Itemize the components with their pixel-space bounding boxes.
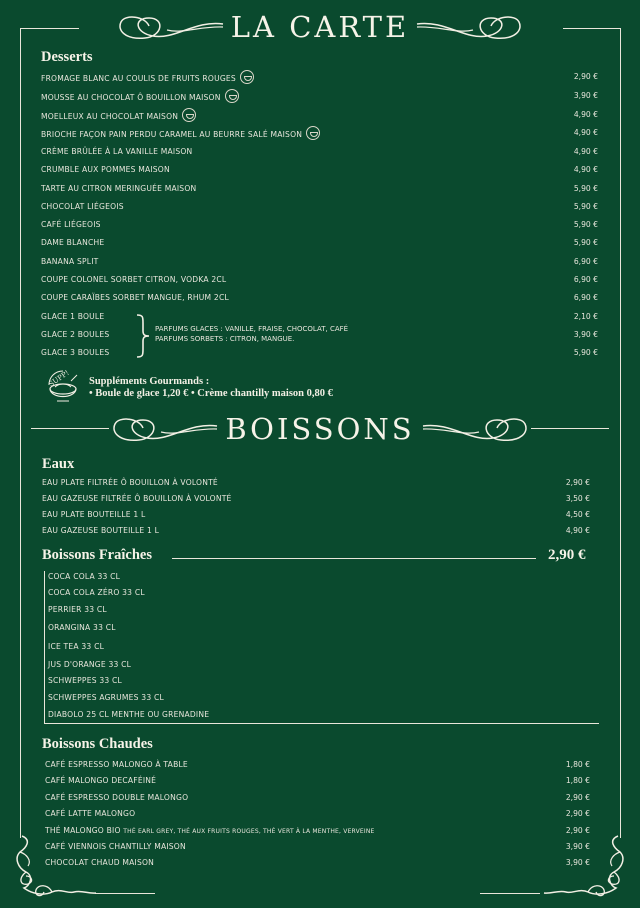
item-price: 4,90 € [573, 110, 598, 119]
dessert-item [41, 128, 320, 142]
chaude-item: CAFÉ LATTE MALONGO [45, 809, 136, 818]
chaude-item: CAFÉ VIENNOIS CHANTILLY MAISON [45, 842, 186, 851]
dessert-item: COUPE CARAÏBES SORBET MANGUE, RHUM 2CL [41, 293, 229, 302]
brace-icon [135, 313, 151, 359]
page-title: LA CARTE [230, 10, 410, 44]
dessert-item: CRÈME BRÛLÉE À LA VANILLE MAISON [41, 147, 193, 156]
flourish-right-icon [421, 414, 531, 444]
dessert-item: BANANA SPLIT [41, 257, 99, 266]
item-price: 6,90 € [573, 275, 598, 284]
item-price: 2,90 € [565, 478, 590, 487]
dessert-item [41, 72, 254, 86]
item-price: 5,90 € [573, 238, 598, 247]
supp-bowl-icon [43, 367, 83, 407]
item-price: 1,80 € [565, 776, 590, 785]
item-price: 5,90 € [573, 202, 598, 211]
fraiches-bracket-left [44, 571, 45, 723]
dessert-item: GLACE 3 BOULES [41, 348, 110, 357]
flourish-right-icon [415, 12, 525, 42]
homemade-badge-icon [306, 126, 320, 140]
boissons-title: BOISSONS [225, 412, 415, 446]
item-price: 2,90 € [573, 72, 598, 81]
fraiche-item: COCA COLA ZÉRO 33 CL [48, 588, 145, 597]
dessert-item: CHOCOLAT LIÉGEOIS [41, 202, 124, 211]
eau-item: EAU GAZEUSE BOUTEILLE 1 L [42, 526, 160, 535]
chaude-item: CAFÉ ESPRESSO MALONGO À TABLE [45, 760, 188, 769]
supplements-line: • Boule de glace 1,20 € • Crème chantilly maison 0,80 € [89, 388, 333, 399]
dessert-item [41, 91, 239, 105]
fraiches-rule [172, 558, 536, 559]
fraiches-heading: Boissons Fraîches [42, 547, 152, 563]
desserts-heading: Desserts [41, 49, 93, 65]
chaudes-heading: Boissons Chaudes [42, 736, 153, 752]
item-name: FROMAGE BLANC AU COULIS DE FRUITS ROUGES [41, 74, 236, 83]
item-price: 3,90 € [565, 858, 590, 867]
dessert-item: CAFÉ LIÉGEOIS [41, 220, 101, 229]
fraiche-item: ORANGINA 33 CL [48, 623, 116, 632]
item-price: 2,90 € [565, 809, 590, 818]
corner-ornament-right-icon [538, 832, 628, 902]
chaude-item: CAFÉ ESPRESSO DOUBLE MALONGO [45, 793, 189, 802]
dessert-item [41, 110, 196, 124]
svg-text:SUPP!: SUPP! [47, 368, 71, 389]
eaux-heading: Eaux [42, 456, 75, 472]
dessert-item: TARTE AU CITRON MERINGUÉE MAISON [41, 184, 197, 193]
item-price: 3,90 € [573, 91, 598, 100]
tea-varieties: THÉ EARL GREY, THÉ AUX FRUITS ROUGES, THÉ VERT À LA MENTHE, VERVEINE [123, 828, 375, 835]
corner-ornament-left-icon [12, 832, 102, 902]
chaude-item: CHOCOLAT CHAUD MAISON [45, 858, 155, 867]
header-title-block [0, 8, 640, 46]
flourish-left-icon [109, 414, 219, 444]
flavors-sorbets: PARFUMS SORBETS : CITRON, MANGUE. [155, 335, 295, 343]
item-price: 3,90 € [565, 842, 590, 851]
eau-item: EAU PLATE BOUTEILLE 1 L [42, 510, 146, 519]
item-price: 6,90 € [573, 257, 598, 266]
frame-bottom-right [480, 893, 540, 894]
chaude-item: CAFÉ MALONGO DECAFÉINÉ [45, 776, 157, 785]
fraiche-item: JUS D'ORANGE 33 CL [48, 660, 132, 669]
item-price: 6,90 € [573, 293, 598, 302]
dessert-item: CRUMBLE AUX POMMES MAISON [41, 165, 170, 174]
item-price: 4,50 € [565, 510, 590, 519]
fraiche-item: DIABOLO 25 CL MENTHE OU GRENADINE [48, 710, 210, 719]
item-price: 1,80 € [565, 760, 590, 769]
homemade-badge-icon [225, 89, 239, 103]
homemade-badge-icon [182, 108, 196, 122]
item-price: 4,90 € [573, 128, 598, 137]
item-price: 4,90 € [573, 165, 598, 174]
dessert-item: DAME BLANCHE [41, 238, 105, 247]
item-price: 3,90 € [573, 330, 598, 339]
frame-bottom-left [95, 893, 155, 894]
item-price: 3,50 € [565, 494, 590, 503]
item-price: 5,90 € [573, 184, 598, 193]
eau-item: EAU PLATE FILTRÉE Ô BOUILLON À VOLONTÉ [42, 478, 218, 487]
boissons-title-block [0, 410, 640, 448]
supplements-block [89, 376, 333, 400]
fraiche-item: SCHWEPPES 33 CL [48, 676, 122, 685]
flavors-glaces: PARFUMS GLACES : VANILLE, FRAISE, CHOCOLAT, CAFÉ [155, 325, 349, 333]
item-price: 4,90 € [573, 147, 598, 156]
item-name: MOUSSE AU CHOCOLAT Ô BOUILLON MAISON [41, 93, 221, 102]
fraiche-item: PERRIER 33 CL [48, 605, 107, 614]
item-name: THÉ MALONGO BIO [45, 826, 121, 835]
flourish-left-icon [115, 12, 225, 42]
item-price: 5,90 € [573, 220, 598, 229]
eau-item: EAU GAZEUSE FILTRÉE Ô BOUILLON À VOLONTÉ [42, 494, 232, 503]
fraiches-bracket-bottom [44, 723, 599, 724]
fraiche-item: COCA COLA 33 CL [48, 572, 121, 581]
fraiche-item: SCHWEPPES AGRUMES 33 CL [48, 693, 164, 702]
dessert-item: GLACE 2 BOULES [41, 330, 110, 339]
flavors-note [155, 324, 348, 344]
item-price: 5,90 € [573, 348, 598, 357]
item-price: 2,90 € [565, 793, 590, 802]
dessert-item: COUPE COLONEL SORBET CITRON, VODKA 2CL [41, 275, 227, 284]
supplements-title: Suppléments Gourmands : [89, 376, 210, 387]
fraiches-price: 2,90 € [548, 547, 586, 563]
fraiche-item: ICE TEA 33 CL [48, 642, 105, 651]
item-price: 2,90 € [565, 826, 590, 835]
item-name: BRIOCHE FAÇON PAIN PERDU CARAMEL AU BEURRE SALÉ MAISON [41, 130, 303, 139]
item-price: 4,90 € [565, 526, 590, 535]
dessert-item: GLACE 1 BOULE [41, 312, 105, 321]
item-name: MOELLEUX AU CHOCOLAT MAISON [41, 112, 179, 121]
homemade-badge-icon [240, 70, 254, 84]
item-price: 2,10 € [573, 312, 598, 321]
